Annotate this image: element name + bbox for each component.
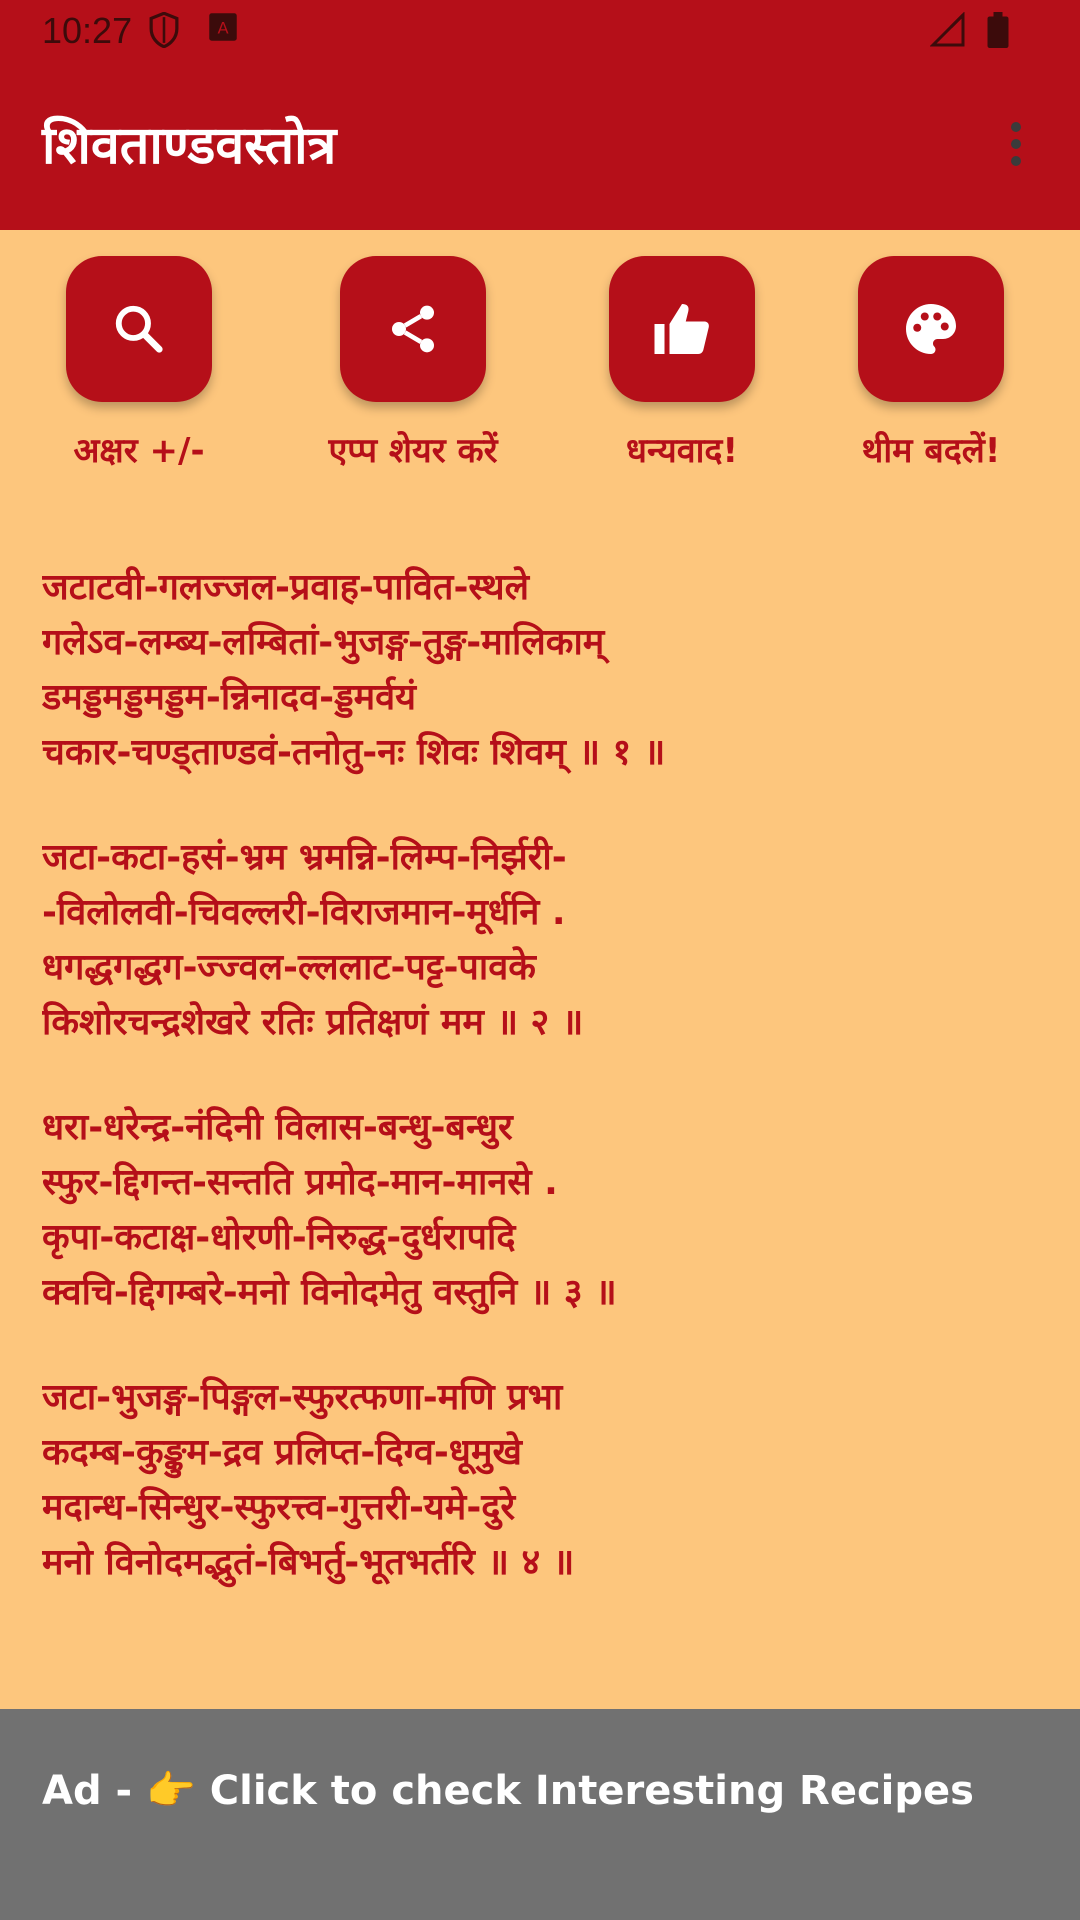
app-title: शिवताण्डवस्तोत्र — [42, 116, 337, 176]
share-action — [303, 256, 523, 472]
share-icon — [385, 301, 441, 357]
verse-line: जटा-कटा-हसं-भ्रम भ्रमन्नि-लिम्प-निर्झरी- — [42, 837, 567, 878]
signal-icon — [930, 12, 966, 48]
verse-line: जटा-भुजङ्ग-पिङ्गल-स्फुरत्फणा-मणि प्रभा — [42, 1377, 563, 1418]
action-bar — [0, 256, 1080, 496]
share-button[interactable] — [340, 256, 486, 402]
verse-2 — [42, 830, 1042, 1050]
verse-line: डमड्डमड्डमड्डम-न्निनादव-ड्डमर्वयं — [42, 677, 417, 718]
verse-line: -विलोलवी-चिवल्लरी-विराजमान-मूर्धनि . — [42, 892, 566, 933]
font-size-button[interactable] — [66, 256, 212, 402]
theme-label: थीम बदलें! — [861, 431, 1001, 471]
verse-line: गलेऽव-लम्ब्य-लम्बितां-भुजङ्ग-तुङ्ग-मालिकाम् — [42, 622, 605, 663]
verse-1 — [42, 560, 1042, 780]
app-notification-icon — [208, 12, 238, 42]
ad-text[interactable]: Ad - 👉 Click to check Interesting Recipes — [42, 1768, 974, 1814]
svg-text:A: A — [217, 18, 229, 38]
theme-button[interactable] — [858, 256, 1004, 402]
thanks-action — [572, 256, 792, 472]
share-label: एप्प शेयर करें — [328, 431, 498, 471]
verse-line: कदम्ब-कुङ्कुम-द्रव प्रलिप्त-दिग्व-धूमुखे — [42, 1432, 522, 1473]
verse-line: जटाटवी-गलज्जल-प्रवाह-पावित-स्थले — [42, 567, 530, 608]
font-size-action — [29, 256, 249, 472]
verse-line: मदान्ध-सिन्धुर-स्फुरत्त्व-गुत्तरी-यमे-दुरे — [42, 1487, 516, 1528]
thumbs-up-icon — [652, 299, 712, 359]
thanks-button[interactable] — [609, 256, 755, 402]
search-icon — [112, 302, 166, 356]
app-bar — [0, 60, 1080, 230]
verse-line: कृपा-कटाक्ष-धोरणी-निरुद्ध-दुर्धरापदि — [42, 1217, 516, 1258]
font-size-label: अक्षर +/- — [73, 431, 205, 471]
verse-line: चकार-चण्ड्ताण्डवं-तनोतु-नः शिवः शिवम् ॥ १ ॥ — [42, 732, 666, 773]
verse-line: मनो विनोदमद्भुतं-बिभर्तु-भूतभर्तरि ॥ ४ ॥ — [42, 1542, 575, 1583]
more-vert-icon[interactable] — [1010, 122, 1022, 166]
status-time: 10:27 — [42, 10, 133, 51]
palette-icon — [901, 299, 961, 359]
shield-icon — [148, 12, 180, 48]
verse-4 — [42, 1370, 1042, 1590]
status-bar — [0, 0, 1080, 60]
stotra-text — [42, 560, 1042, 1660]
theme-action — [821, 256, 1041, 472]
battery-icon — [986, 12, 1010, 48]
verse-3 — [42, 1100, 1042, 1320]
ad-banner[interactable] — [0, 1709, 1080, 1920]
verse-line: धरा-धरेन्द्र-नंदिनी विलास-बन्धु-बन्धुर — [42, 1107, 513, 1148]
verse-line: स्फुर-द्दिगन्त-सन्तति प्रमोद-मान-मानसे . — [42, 1162, 558, 1203]
thanks-label: धन्यवाद! — [626, 431, 738, 471]
verse-line: किशोरचन्द्रशेखरे रतिः प्रतिक्षणं मम ॥ २ ॥ — [42, 1002, 584, 1043]
verse-line: धगद्धगद्धग-ज्ज्वल-ल्ललाट-पट्ट-पावके — [42, 947, 536, 988]
verse-line: क्वचि-द्दिगम्बरे-मनो विनोदमेतु वस्तुनि ॥ ३ ॥ — [42, 1272, 617, 1313]
